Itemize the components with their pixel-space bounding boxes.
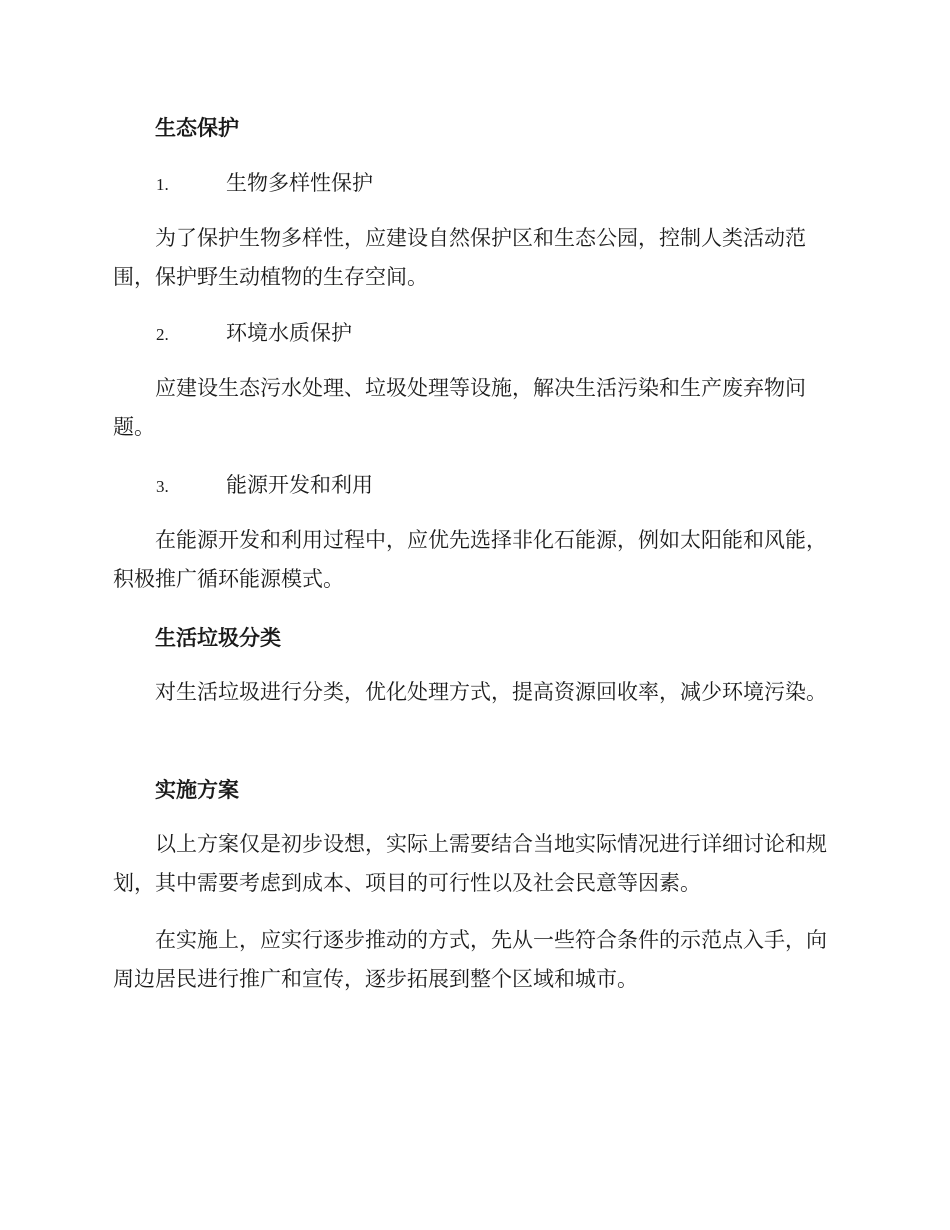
list-item-energy	[113, 466, 837, 506]
paragraph-waste-sorting: 对生活垃圾进行分类，优化处理方式，提高资源回收率，减少环境污染。	[155, 680, 827, 704]
list-number: 2.	[156, 325, 169, 344]
section-heading-implementation: 实施方案	[155, 777, 239, 802]
list-item-water-quality	[113, 314, 837, 354]
list-item-biodiversity	[113, 164, 837, 204]
paragraph-energy: 在能源开发和利用过程中，应优先选择非化石能源，例如太阳能和风能，积极推广循环能源模式。	[113, 528, 827, 591]
list-number: 1.	[156, 175, 169, 194]
list-item-title: 能源开发和利用	[226, 473, 373, 497]
list-number: 3.	[156, 477, 169, 496]
paragraph-implementation-plan: 以上方案仅是初步设想，实际上需要结合当地实际情况进行详细讨论和规划，其中需要考虑到成本、项目的可行性以及社会民意等因素。	[113, 832, 827, 895]
list-item-title: 生物多样性保护	[226, 171, 373, 195]
paragraph-implementation-approach: 在实施上，应实行逐步推动的方式，先从一些符合条件的示范点入手，向周边居民进行推广和宣传，逐步拓展到整个区域和城市。	[113, 928, 827, 991]
section-heading-waste-sorting: 生活垃圾分类	[155, 625, 281, 650]
list-item-title: 环境水质保护	[226, 321, 352, 345]
section-heading-ecology: 生态保护	[155, 115, 239, 140]
paragraph-biodiversity: 为了保护生物多样性，应建设自然保护区和生态公园，控制人类活动范围，保护野生动植物的生存空间。	[113, 226, 806, 289]
paragraph-water-quality: 应建设生态污水处理、垃圾处理等设施，解决生活污染和生产废弃物问题。	[113, 376, 806, 439]
